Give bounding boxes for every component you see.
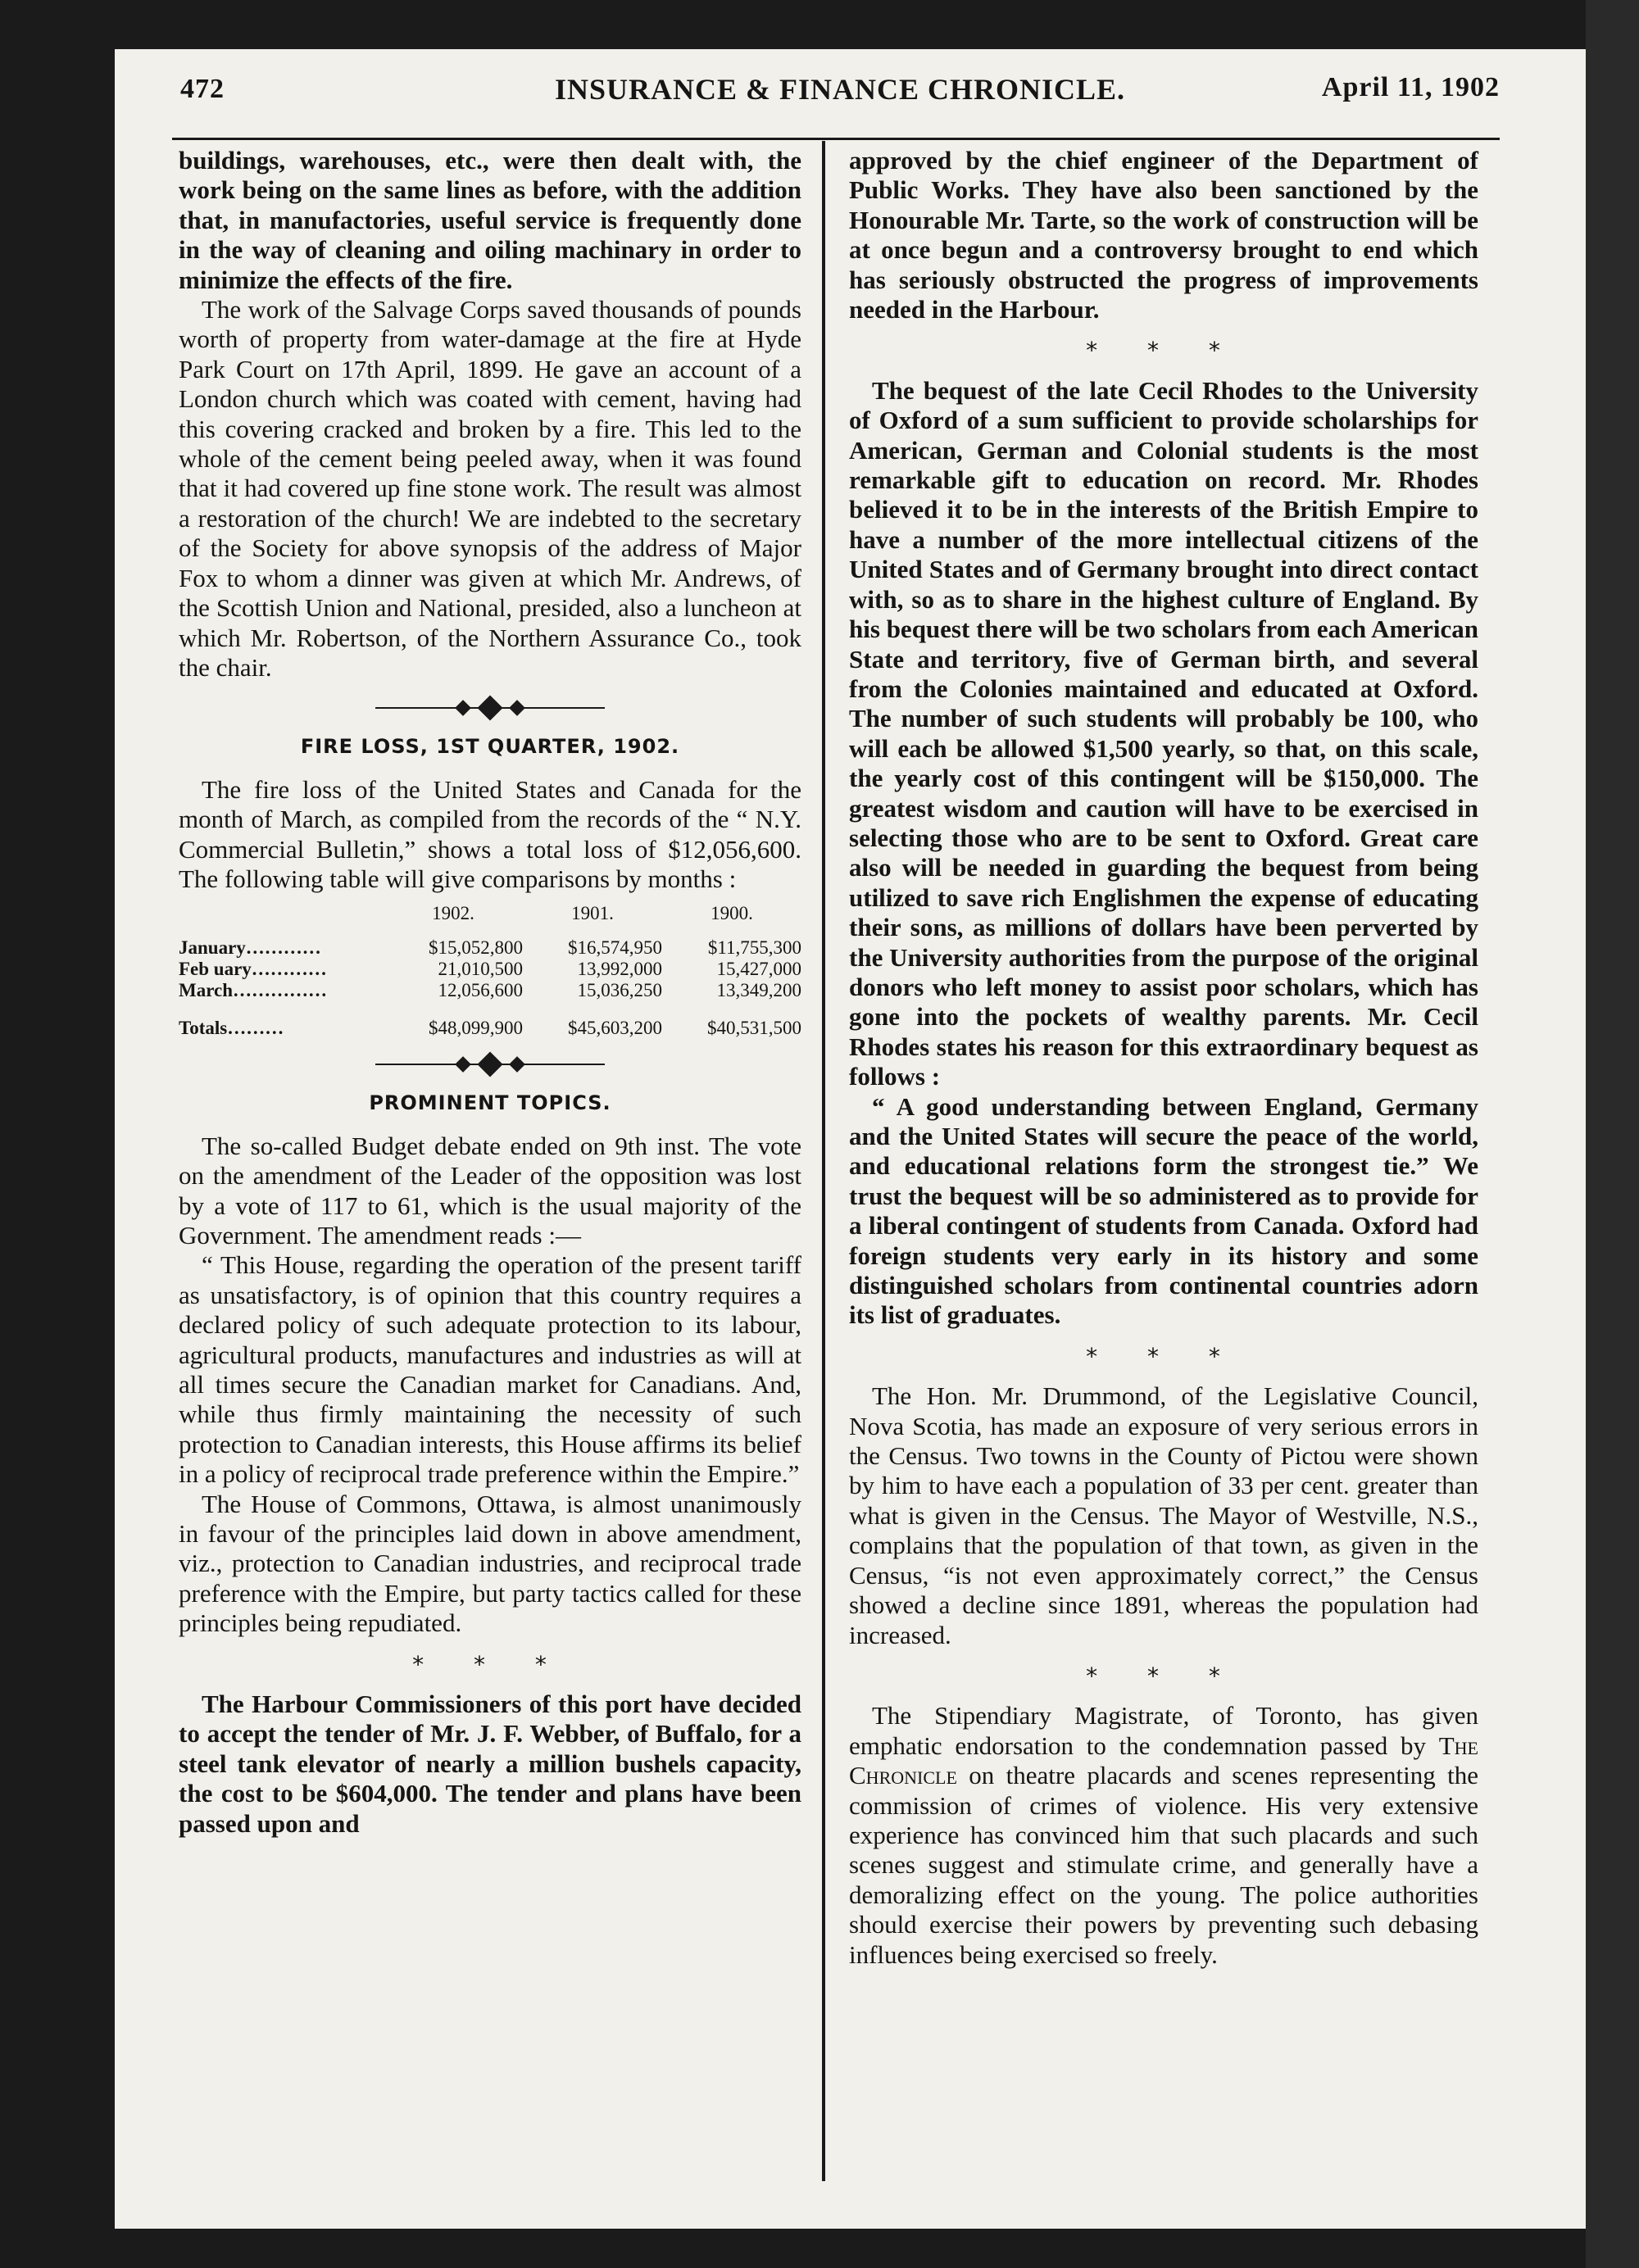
paragraph-census-errors: The Hon. Mr. Drummond, of the Legislative Council, Nova Scotia, has made an exposure of very serious errors in the Census. Two towns in the County of Pictou were shown by him to have each a population of 33 per cent. greater than what is given in the Census. The Mayor of Westville, N.S., complains that the population of that town, as given in the Census, “is not even approximately correct,” the Census showed a decline since 1891, whereas the population had increased. [849, 1381, 1478, 1649]
scan-edge [1586, 0, 1639, 2268]
table-header-row [179, 902, 801, 937]
paragraph-salvage-corps: The work of the Salvage Corps saved thousands of pounds worth of property from water-damage at the fire at Hyde Park Court on 17th April, 1899. He gave an account of a London church which was coated with cement, having had this covering cracked and broken by a fire. This led to the whole of the cement being peeled away, when it was found that it had covered up fine stone work. The result was almost a restoration of the church! We are indebted to the secretary of the Society for above synopsis of the address of Major Fox to whom a dinner was given at which Mr. Andrews, of the Scottish Union and National, presided, also a luncheon at which Mr. Robertson, of the Northern Assurance Co., took the chair. [179, 295, 801, 682]
total-label: Totals……… [179, 1018, 284, 1039]
page-header [180, 67, 1500, 108]
section-stars: * * * [1086, 337, 1242, 365]
chronicle-name: The Chronicle [849, 1730, 1478, 1790]
table-header: 1901. [571, 903, 614, 924]
section-stars: * * * [1086, 1342, 1242, 1370]
table-row [179, 937, 801, 959]
table-cell: 21,010,500 [438, 959, 523, 980]
table-cell: $40,531,500 [707, 1018, 801, 1039]
table-cell: 15,427,000 [716, 959, 801, 980]
table-cell: $11,755,300 [707, 937, 801, 959]
placards-text-start: The Stipendiary Magistrate, of Toronto, has given emphatic endorsation to the condemnation passed by [849, 1701, 1478, 1760]
table-cell: 15,036,250 [577, 980, 662, 1001]
paragraph-harbour-continued: approved by the chief engineer of the Department of Public Works. They have also been sanctioned by the Honourable Mr. Tarte, so the work of construction will be at once begun and a controversy brought to end which has seriously obstructed the progress of improvements needed in the Harbour. [849, 146, 1478, 324]
table-header: 1902. [432, 903, 474, 924]
paragraph-house-of-commons: The House of Commons, Ottawa, is almost unanimously in favour of the principles laid down in above amendment, viz., protection to Canadian industries, and reciprocal trade preference with the Empire, but party tactics called for these principles being repudiated. [179, 1489, 801, 1638]
row-label: January………… [179, 937, 321, 959]
placards-text-end: on theatre placards and scenes representing the commission of crimes of violence. His very extensive experience has convinced him that such placards and such scenes suggest and stimulate crime, and generally have a demoralizing effect on the young. The police authorities should exercise their powers by preventing such debasing influences being exercised so freely. [849, 1761, 1478, 1969]
issue-date: April 11, 1902 [1321, 72, 1500, 102]
left-column [179, 146, 801, 1839]
fire-loss-heading: FIRE LOSS, 1ST QUARTER, 1902. [300, 735, 680, 759]
table-cell: 13,349,200 [716, 980, 801, 1001]
section-stars: * * * [1086, 1662, 1242, 1690]
column-rule [822, 141, 825, 2181]
table-header: 1900. [711, 903, 753, 924]
prominent-topics-heading: PROMINENT TOPICS. [369, 1091, 611, 1115]
table-cell: 12,056,600 [438, 980, 523, 1001]
table-row [179, 959, 801, 980]
table-cell: $16,574,950 [568, 937, 662, 959]
journal-title: INSURANCE & FINANCE CHRONICLE. [554, 73, 1126, 106]
paragraph-rhodes-bequest: The bequest of the late Cecil Rhodes to the University of Oxford of a sum sufficient to provide scholarships for American, German and Colonial students is the most remarkable gift to education on record. Mr. Rhodes believed it to be in the interests of the British Empire to have a number of the more intellectual citizens of the United States and of Germany brought into direct contact with, so as to share in the highest culture of England. By his bequest there will be two scholars from each American State and territory, five of German birth, and several from the Colonies maintained and educated at Oxford. The number of such students will probably be 100, who will each be allowed $1,500 yearly, so that, on this scale, the yearly cost of this contingent will be $150,000. The greatest wisdom and caution will have to be exercised in selecting those who are to be sent to Oxford. Great care also will be needed in guarding the bequest from being utilized to save rich Englishmen the expense of educating their sons, as millions of dollars have been perverted by the University authorities from the purpose of the original donors who left money to assist poor scholars, which has gone into the pockets of wealthy parents. Mr. Cecil Rhodes states his reason for this extraordinary bequest as follows : [849, 375, 1478, 1091]
paragraph-harbour-commissioners: The Harbour Commissioners of this port have decided to accept the tender of Mr. J. F. Webber, of Buffalo, for a steel tank elevator of nearly a million bushels capacity, the cost to be $604,000. The tender and plans have been passed upon and [179, 1690, 801, 1838]
paragraph-salvage-continued: buildings, warehouses, etc., were then dealt with, the work being on the same lines as before, with the addition that, in manufactories, useful service is frequently done in the way of cleaning and oiling machinary in order to minimize the effects of the fire. [179, 146, 801, 294]
table-row [179, 980, 801, 1001]
right-column [849, 146, 1478, 1970]
paragraph-rhodes-quote: “ A good understanding between England, Germany and the United States will secure the peace of the world, and educational relations form the strongest tie.” We trust the bequest will be so administered as to provide for a liberal contingent of students from Canada. Oxford had foreign students very early in its history and some distinguished scholars from continental countries adorn its list of graduates. [849, 1091, 1478, 1330]
paragraph-amendment-quote: “ This House, regarding the operation of the present tariff as unsatisfactory, is of opinion that this country requires a declared policy of such adequate protection to its labour, agricultural products, manufactures and industries as will at all times secure the Canadian market for Canadians. And, while thus firmly maintaining the necessity of such protection to Canadian interests, this House affirms its belief in a policy of reciprocal trade preference within the Empire.” [179, 1250, 801, 1489]
fire-loss-table [179, 902, 801, 1039]
row-label: March…………… [179, 980, 328, 1001]
section-ornament [179, 1049, 801, 1080]
header-rule [172, 138, 1500, 140]
section-ornament [179, 692, 801, 723]
table-cell: $15,052,800 [429, 937, 523, 959]
row-label: Feb uary………… [179, 959, 327, 980]
paragraph-theatre-placards [849, 1701, 1478, 1970]
section-stars: * * * [412, 1650, 568, 1678]
table-cell: $45,603,200 [568, 1018, 662, 1039]
table-cell: 13,992,000 [577, 959, 662, 980]
table-total-row [179, 1001, 801, 1039]
page-number: 472 [180, 74, 225, 104]
paragraph-budget-debate: The so-called Budget debate ended on 9th inst. The vote on the amendment of the Leader of the opposition was lost by a vote of 117 to 61, which is the usual majority of the Government. The amendment reads :— [179, 1131, 801, 1250]
table-cell: $48,099,900 [429, 1018, 523, 1039]
fire-loss-paragraph: The fire loss of the United States and Canada for the month of March, as compiled from the records of the “ N.Y. Commercial Bulletin,” shows a total loss of $12,056,600. The following table will give comparisons by months : [179, 774, 801, 893]
